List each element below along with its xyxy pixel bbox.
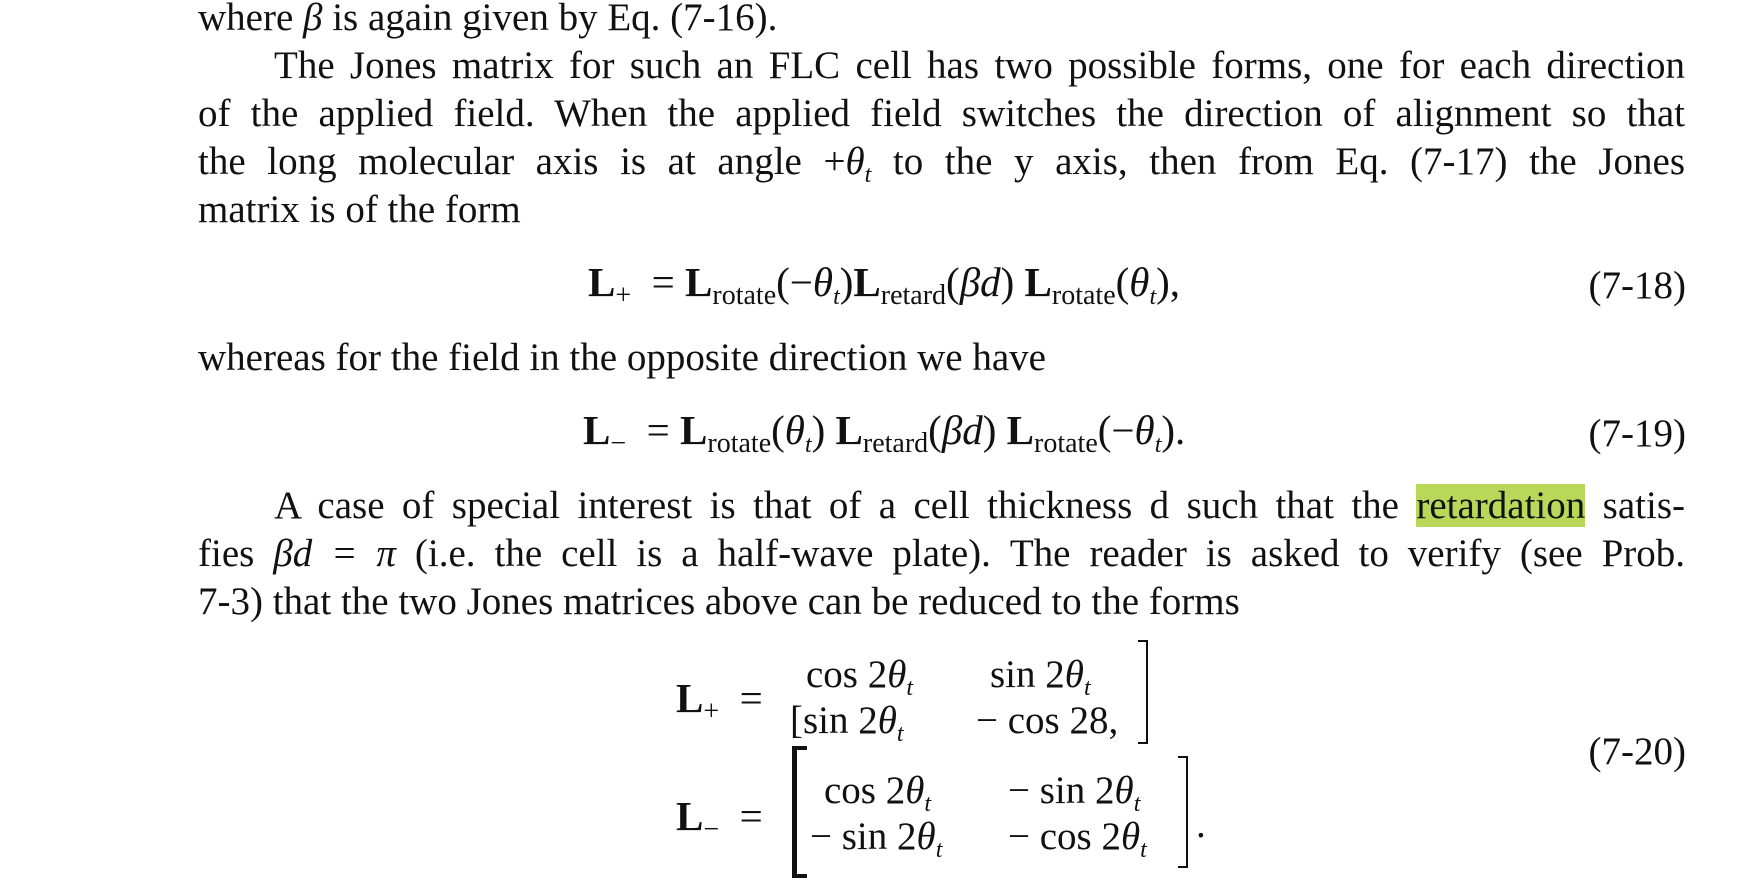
paragraph2-line-1	[198, 482, 1685, 530]
theta-symbol: θ	[845, 140, 865, 183]
text-where: where	[198, 0, 304, 39]
matrix-plus-cell-12: $\sin 2\theta_t$	[990, 653, 1091, 701]
matrix-minus-cell-22: − $\cos 2\theta_t$	[1008, 815, 1147, 863]
beta-d-equals-pi: βd = π	[273, 532, 396, 575]
text-segment: (i.e. the cell is a half-wave plate). The reader is asked to verify (see Prob.	[395, 532, 1686, 575]
paragraph-line-1: The Jones matrix for such an FLC cell has two possible forms, one for each direction	[274, 44, 1685, 87]
text-segment: satis-	[1585, 484, 1685, 527]
matrix-plus-cell-22: − cos 28,	[976, 699, 1119, 742]
matrix-label-L-plus: $L_+$ =	[676, 675, 763, 727]
text-line-whereas: whereas for the field in the opposite direction we have	[198, 336, 1046, 379]
matrix-minus-cell-21: − $\sin 2\theta_t$	[810, 815, 943, 863]
matrix-minus-right-bracket	[1178, 756, 1188, 868]
equation-7-18: $L_+ = L_{rotate}(-\theta_t)L_{retard}(\beta d)$ $L_{rotate}(\theta_t)$,	[588, 259, 1181, 311]
paragraph-line-2: of the applied field. When the applied field switches the direction of alignment so that	[198, 92, 1685, 135]
matrix-label-L-minus: $L_-$ =	[676, 793, 763, 845]
subscript-t: t	[864, 162, 872, 188]
matrix-block-7-20	[670, 632, 1230, 872]
paragraph-line-4: matrix is of the form	[198, 188, 521, 231]
matrix-minus-left-bracket	[792, 746, 807, 878]
text-rest: is again given by Eq. (7-16).	[322, 0, 778, 39]
equation-number-7-18: (7-18)	[1588, 264, 1686, 307]
matrix-plus-cell-11: $\cos 2\theta_t$	[806, 653, 914, 701]
text-line-where-beta	[198, 0, 1685, 42]
paragraph2-line-2	[198, 530, 1685, 578]
text-segment: to the y axis, then from Eq. (7-17) the Jones	[871, 140, 1685, 183]
equation-number-7-19: (7-19)	[1588, 412, 1686, 455]
text-segment: the long molecular axis is at angle +	[198, 140, 846, 183]
matrix-plus-cell-21: [sin $2\theta_t$	[790, 699, 904, 747]
paragraph2-line-3: 7-3) that the two Jones matrices above can be reduced to the forms	[198, 580, 1240, 623]
highlighted-word: retardation	[1416, 484, 1586, 527]
equation-7-19: $L_- = L_{rotate}(\theta_t)$ $L_{retard}(\beta d)$ $L_{rotate}(-\theta_t)$.	[583, 407, 1186, 459]
equation-number-7-20: (7-20)	[1588, 730, 1686, 773]
beta-symbol: β	[303, 0, 323, 39]
matrix-plus-right-bracket	[1138, 640, 1148, 744]
matrix-minus-period: .	[1196, 803, 1206, 846]
matrix-minus-cell-12: − $\sin 2\theta_t$	[1008, 769, 1141, 817]
text-segment: A case of special interest is that of a cell thickness d such that the	[274, 484, 1417, 527]
text-segment: fies	[198, 532, 274, 575]
matrix-minus-cell-11: $\cos 2\theta_t$	[824, 769, 932, 817]
